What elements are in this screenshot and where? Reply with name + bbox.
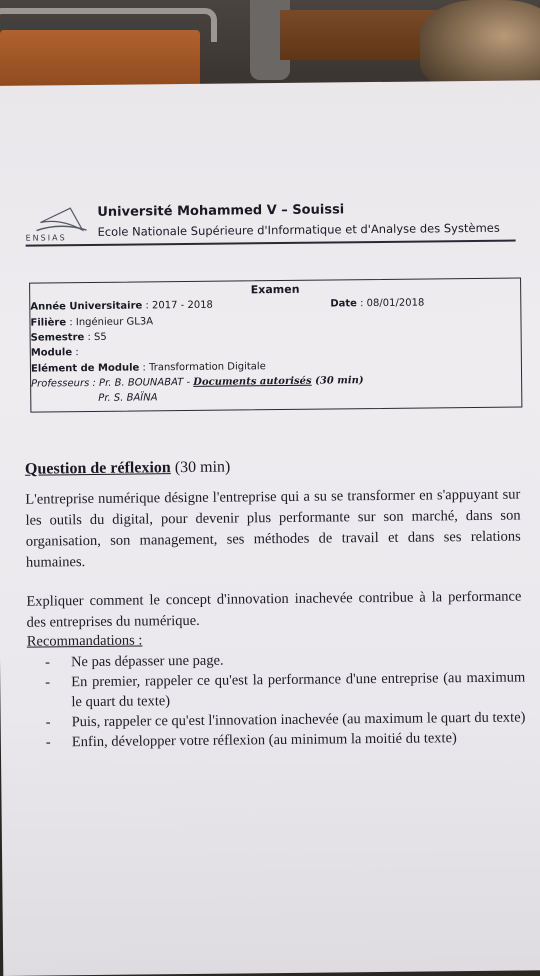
question-title-text: Question de réflexion [24, 459, 171, 478]
list-item: - En premier, rappeler ce qu'est la performance d'une entreprise (au maximum le quart du texte) [45, 667, 525, 712]
university-name: Université Mohammed V – Souissi [97, 202, 345, 220]
semestre-value: : S5 [87, 331, 107, 344]
semestre-label: Semestre [30, 332, 85, 344]
date-label: Date [330, 298, 357, 310]
module-row [31, 347, 79, 359]
module-label: Module [30, 347, 73, 359]
filiere-value: : Ingénieur GL3A [69, 316, 154, 329]
semestre-row [31, 332, 107, 344]
prof-label: Professeurs [31, 378, 90, 390]
school-name: Ecole Nationale Supérieure d'Informatique et d'Analyse des Systèmes [97, 220, 500, 239]
annee-row [30, 300, 213, 313]
filiere-label: Filière [30, 317, 67, 329]
chair-rail [0, 8, 217, 42]
prof-2-row [98, 392, 157, 404]
paragraph-2: Expliquer comment le concept d'innovation inachevée contribue à la performance des entreprises du numérique. [26, 588, 522, 631]
logo-text: ENSIAS [25, 233, 67, 243]
question-title [25, 459, 230, 479]
annee-label: Année Universitaire [30, 300, 143, 313]
list-item: - Enfin, développer votre réflexion (au minimum la moitié du texte) [46, 727, 526, 752]
date-value: : 08/01/2018 [360, 297, 425, 310]
element-row [31, 361, 266, 374]
prof-1: : Pr. B. BOUNABAT - [92, 376, 191, 389]
docs-duration: (30 min) [315, 375, 364, 387]
question-duration: (30 min) [174, 458, 231, 477]
paragraph-1: L'entreprise numérique désigne l'entreprise qui a su se transformer en s'appuyant sur les outils du digital, pour devenir plus performante sur son marché, dans son organisation, son management, ses méthodes de travail et dans ses relations humaines. [25, 486, 521, 571]
element-label: Elément de Module [30, 362, 140, 375]
annee-value: : 2017 - 2018 [145, 299, 213, 312]
exam-info-box [29, 277, 522, 412]
exam-paper [0, 80, 540, 976]
recommendations-title: Recommandations : [26, 632, 143, 650]
professeurs-row [31, 375, 364, 389]
list-item: - Ne pas dépasser une page. [45, 647, 525, 672]
date-row [330, 298, 424, 310]
docs-authorized: Documents autorisés [193, 375, 312, 388]
fur-hood [420, 0, 540, 90]
list-item: - Puis, rappeler ce qu'est l'innovation inachevée (au maximum le quart du texte) [46, 707, 526, 732]
exam-title: Examen [250, 282, 300, 297]
header-divider [26, 240, 516, 247]
recommendations-list [45, 647, 526, 752]
filiere-row [30, 316, 153, 328]
element-value: : Transformation Digitale [142, 361, 266, 374]
prof-2: Pr. S. BAÏNA [98, 392, 158, 404]
module-value: : [75, 347, 79, 359]
